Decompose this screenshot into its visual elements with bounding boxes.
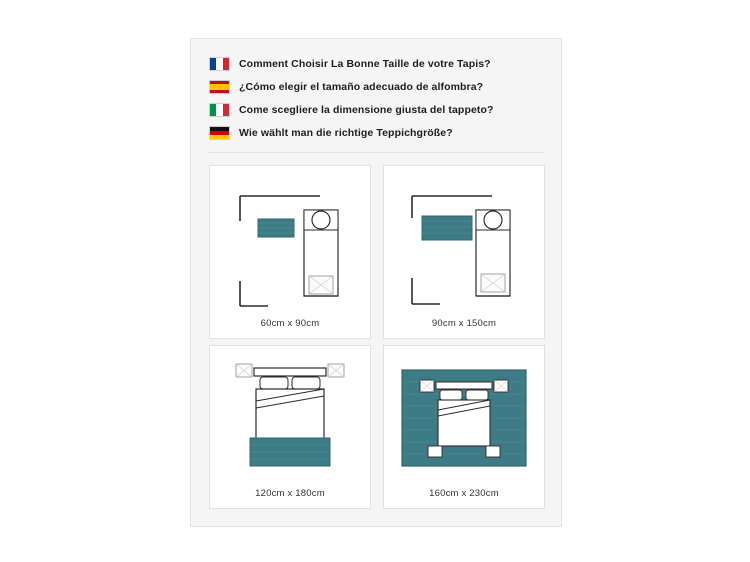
rug-layout-90x150-diagram — [384, 166, 544, 311]
rug-layout-60x90-diagram — [210, 166, 370, 311]
headline-text-italian: Come scegliere la dimensione giusta del tappeto? — [239, 104, 494, 116]
rug-layout-60x90-card — [209, 165, 371, 339]
infographic-panel — [190, 38, 562, 527]
rug-layout-90x150-caption: 90cm x 150cm — [431, 318, 497, 329]
headline-row-spanish — [209, 80, 543, 94]
headline-text-french: Comment Choisir La Bonne Taille de votre Tapis? — [239, 58, 491, 70]
headline-text-spanish: ¿Cómo elegir el tamaño adecuado de alfombra? — [239, 81, 484, 93]
rug-layout-160x230-diagram — [384, 346, 544, 484]
rug-layout-160x230-caption: 160cm x 230cm — [429, 488, 499, 499]
flag-italy-icon — [209, 103, 230, 117]
headline-row-french — [209, 57, 543, 71]
headline-row-german — [209, 126, 543, 140]
rug-layout-90x150-card — [383, 165, 545, 339]
flag-germany-icon — [209, 126, 230, 140]
flag-spain-icon — [209, 80, 230, 94]
headline-block — [209, 57, 543, 149]
rug-layout-120x180-caption: 120cm x 180cm — [255, 488, 325, 499]
rug-layout-120x180-card — [209, 345, 371, 509]
headline-text-german: Wie wählt man die richtige Teppichgröße? — [239, 127, 453, 139]
rug-layout-160x230-card — [383, 345, 545, 509]
headline-divider — [209, 152, 543, 153]
flag-france-icon — [209, 57, 230, 71]
rug-layout-120x180-diagram — [210, 346, 370, 484]
rug-layout-60x90-caption: 60cm x 90cm — [260, 318, 320, 329]
headline-row-italian — [209, 103, 543, 117]
